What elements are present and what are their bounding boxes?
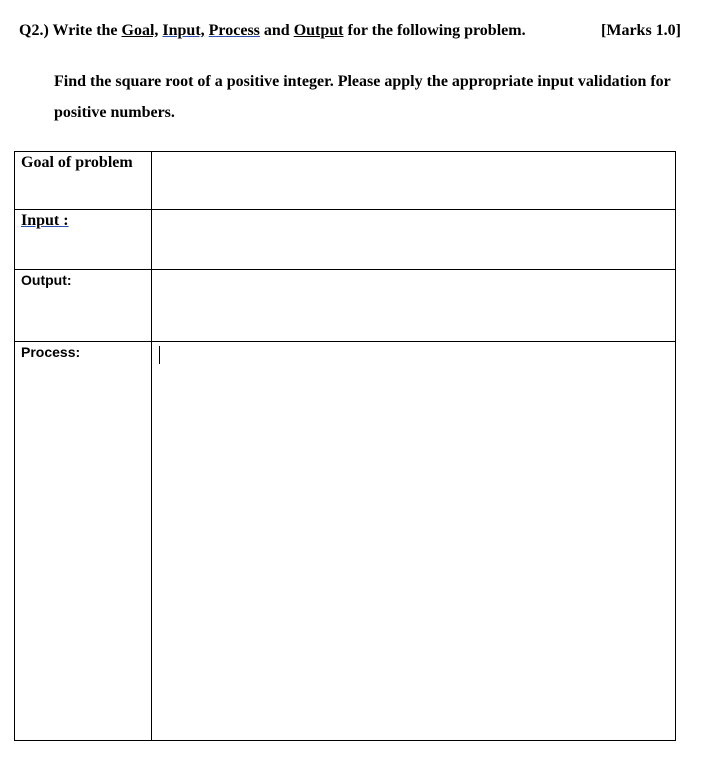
process-answer-cell[interactable] (152, 342, 676, 741)
text-cursor (159, 346, 160, 364)
output-word: Output (293, 22, 344, 39)
process-label: Process: (21, 344, 81, 360)
table-row-output (15, 270, 676, 342)
question-header (19, 22, 681, 44)
goal-label: Goal of problem (15, 152, 152, 210)
input-answer-cell[interactable] (152, 210, 676, 270)
problem-statement: Find the square root of a positive integer. Please apply the appropriate input validation for positive numbers. (54, 73, 671, 121)
and-word: and (263, 22, 290, 39)
table-row-input (15, 210, 676, 270)
process-word: Process (208, 22, 260, 39)
table-row-process (15, 342, 676, 741)
gipo-table (14, 151, 676, 741)
output-answer-cell[interactable] (152, 270, 676, 342)
table-row-goal (15, 152, 676, 210)
question-number: Q2.) (19, 22, 49, 39)
marks-label: [Marks 1.0] (601, 22, 681, 39)
process-label-cell (15, 342, 152, 741)
question-text-after: for the following problem. (347, 22, 526, 39)
goal-word: Goal, (121, 22, 159, 39)
input-label-cell (15, 210, 152, 270)
output-label: Output: (21, 272, 72, 288)
question-text-before: Write the (52, 22, 118, 39)
output-label-cell (15, 270, 152, 342)
input-word: Input, (162, 22, 205, 39)
input-label: Input : (21, 212, 69, 229)
goal-answer-cell[interactable] (152, 152, 676, 210)
